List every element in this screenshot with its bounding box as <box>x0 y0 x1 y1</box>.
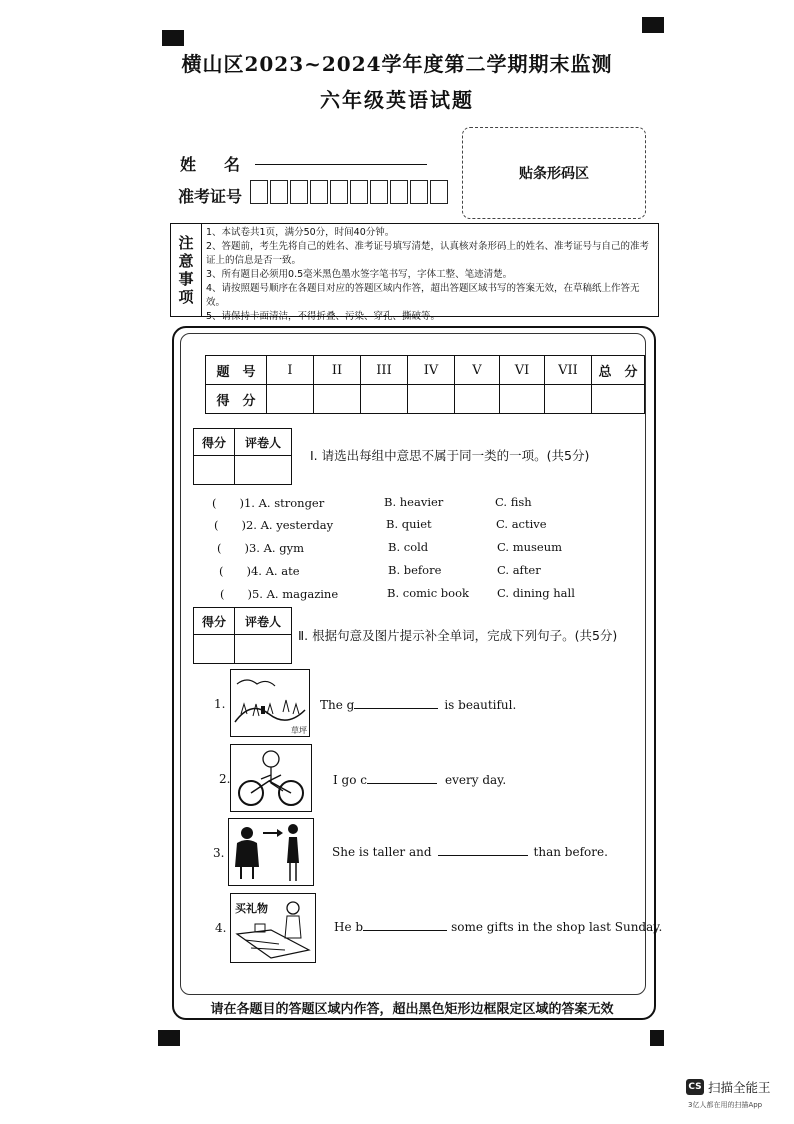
score-cell[interactable] <box>408 385 455 414</box>
score-cell[interactable] <box>361 385 408 414</box>
score-cell[interactable] <box>455 385 500 414</box>
grader-score-cell[interactable] <box>194 456 235 485</box>
score-column-header: 总 分 <box>592 356 645 385</box>
grader-box-1: 得分 评卷人 <box>193 428 292 485</box>
camscanner-logo-icon: CS <box>686 1079 704 1095</box>
answer-blank[interactable] <box>367 783 437 784</box>
score-column-header: VII <box>545 356 592 385</box>
section-1-title: Ⅰ. 请选出每组中意思不属于同一类的一项。(共5分) <box>310 448 590 463</box>
score-column-header: III <box>361 356 408 385</box>
notice-heading: 注 意 事 项 <box>171 224 202 316</box>
alignment-marker-bottom-left <box>158 1030 180 1046</box>
answer-blank[interactable] <box>363 930 447 931</box>
notice-item: 4、请按照题号顺序在各题目对应的答题区域内作答，超出答题区域书写的答案无效，在草稿纸上作答无效。 <box>206 283 640 308</box>
picture-caption: 草坪 <box>291 726 307 735</box>
score-row-label: 得 分 <box>206 385 267 414</box>
item-4-number: 4. <box>215 921 227 935</box>
picture-caption: 买礼物 <box>235 902 268 915</box>
section-2-title: Ⅱ. 根据句意及图片提示补全单词，完成下列句子。(共5分) <box>298 628 618 643</box>
item-3-sentence: She is taller and than before. <box>332 845 608 859</box>
score-cell[interactable] <box>592 385 645 414</box>
notice-item: 2、答题前，考生先将自己的姓名、准考证号填写清楚，认真核对条形码上的姓名、准考证号与自己的准考证上的信息是否一致。 <box>206 241 650 266</box>
cycling-picture <box>230 744 312 812</box>
score-column-header: I <box>267 356 314 385</box>
notice-item: 5、请保持卡面清洁，不得折叠、污染、穿孔、撕破等。 <box>206 311 441 322</box>
score-column-header: V <box>455 356 500 385</box>
notice-items <box>202 224 658 322</box>
change-picture <box>228 818 314 886</box>
item-2-sentence: I go c every day. <box>333 773 507 787</box>
exam-number-label: 准考证号 <box>178 187 243 206</box>
exam-title: 横山区2023~2024学年度第二学期期末监测 <box>181 52 613 76</box>
score-cell[interactable] <box>545 385 592 414</box>
alignment-marker-top-left <box>162 30 184 46</box>
notice-item: 1、本试卷共1页，满分50分，时间40分钟。 <box>206 227 395 238</box>
grader-name-cell[interactable] <box>235 456 292 485</box>
score-column-header: VI <box>500 356 545 385</box>
item-4-sentence: He b some gifts in the shop last Sunday. <box>334 920 663 934</box>
item-2-number: 2. <box>219 772 231 786</box>
item-3-number: 3. <box>213 846 225 860</box>
score-cell[interactable] <box>267 385 314 414</box>
name-field[interactable] <box>255 150 427 165</box>
item-1-number: 1. <box>214 697 226 711</box>
score-cell[interactable] <box>314 385 361 414</box>
notice-item: 3、所有题目必须用0.5毫米黑色墨水签字笔书写，字体工整、笔迹清楚。 <box>206 269 513 280</box>
shopping-picture <box>230 893 316 963</box>
alignment-marker-top-right <box>642 17 664 33</box>
score-column-header: IV <box>408 356 455 385</box>
grader-score-cell[interactable] <box>194 635 235 664</box>
bicycle-icon <box>231 745 311 811</box>
answer-area-footer: 请在各题目的答题区域内作答，超出黑色矩形边框限定区域的答案无效 <box>210 1002 614 1017</box>
lawn-picture <box>230 669 310 737</box>
grader-name-cell[interactable] <box>235 635 292 664</box>
score-cell[interactable] <box>500 385 545 414</box>
name-label: 姓 名 <box>180 155 247 174</box>
exam-number-field[interactable] <box>250 180 450 204</box>
grader-box-2: 得分 评卷人 <box>193 607 292 664</box>
score-table <box>205 355 645 414</box>
item-1-sentence: The g is beautiful. <box>320 698 517 712</box>
watermark-tagline: 3亿人都在用的扫描App <box>688 1101 763 1109</box>
exam-subtitle: 六年级英语试题 <box>320 88 474 112</box>
answer-blank[interactable] <box>438 855 528 856</box>
alignment-marker-bottom-right <box>650 1030 664 1046</box>
barcode-area: 贴条形码区 <box>462 127 646 219</box>
notice-box <box>170 223 659 322</box>
score-column-header: II <box>314 356 361 385</box>
score-row-label: 题 号 <box>206 356 267 385</box>
answer-blank[interactable] <box>354 708 438 709</box>
people-icon <box>229 819 313 885</box>
scanner-watermark <box>686 1078 771 1096</box>
watermark-name: 扫描全能王 <box>708 1080 771 1095</box>
